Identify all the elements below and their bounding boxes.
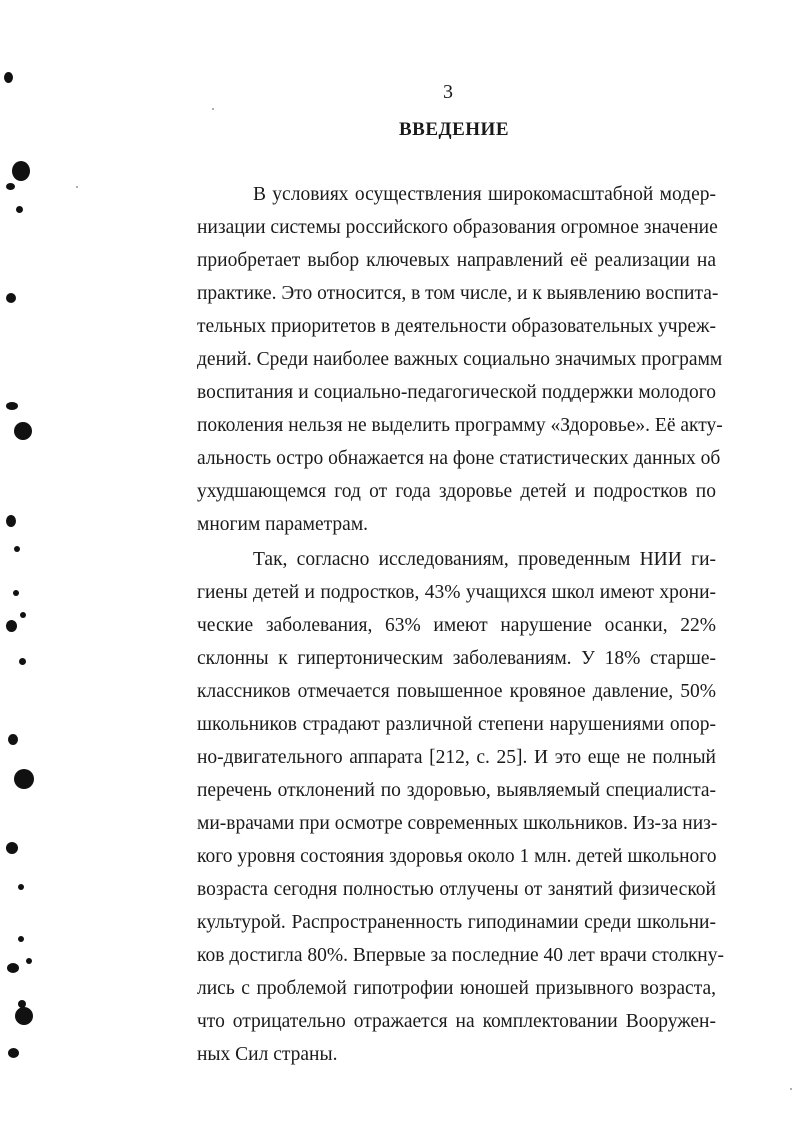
text-line: воспитания и социально-педагогической поддержки молодого <box>197 382 716 403</box>
text-line: склонны к гипертоническим заболеваниям. У 18% старше- <box>197 648 716 669</box>
text-line: альность остро обнажается на фоне статистических данных об <box>197 448 721 469</box>
text-line: поколения нельзя не выделить программу «Здоровье». Её акту- <box>197 415 723 436</box>
text-line: ческие заболевания, 63% имеют нарушение осанки, 22% <box>197 615 716 636</box>
paragraph-1 <box>197 178 723 541</box>
paragraph-2 <box>197 543 724 1071</box>
binding-hole <box>7 963 19 973</box>
text-line: возраста сегодня полностью отлучены от занятий физической <box>197 879 716 900</box>
binding-hole <box>6 620 17 632</box>
text-line: Так, согласно исследованиям, проведенным НИИ ги- <box>253 549 716 570</box>
text-line: ми-врачами при осмотре современных школьников. Из-за низ- <box>197 813 718 834</box>
text-line: школьников страдают различной степени нарушениями опор- <box>197 714 716 735</box>
binding-hole <box>18 936 24 942</box>
text-line: многим параметрам. <box>197 514 369 535</box>
binding-hole <box>8 1048 19 1058</box>
text-line: что отрицательно отражается на комплектовании Вооружен- <box>197 1011 716 1032</box>
text-line: ков достигла 80%. Впервые за последние 40 лет врачи столкну- <box>197 945 724 966</box>
binding-hole <box>12 161 30 181</box>
binding-holes <box>0 0 60 1140</box>
binding-hole <box>6 515 16 527</box>
binding-hole <box>16 206 23 213</box>
binding-hole <box>20 612 26 618</box>
binding-hole <box>6 183 15 190</box>
text-line: ухудшающемся год от года здоровье детей и подростков по <box>197 481 716 502</box>
text-line: низации системы российского образования огромное значение <box>197 217 718 238</box>
binding-hole <box>14 422 32 440</box>
binding-hole <box>19 658 26 665</box>
binding-hole <box>14 546 20 552</box>
binding-hole <box>6 293 16 303</box>
text-line: лись с проблемой гипотрофии юношей призывного возраста, <box>197 978 716 999</box>
text-line: дений. Среди наиболее важных социально значимых программ <box>197 349 723 370</box>
text-line: культурой. Распространенность гиподинамии среди школьни- <box>197 912 716 933</box>
binding-hole <box>14 769 34 789</box>
text-line: В условиях осуществления широкомасштабной модер- <box>253 184 716 205</box>
text-line: кого уровня состояния здоровья около 1 млн. детей школьного <box>197 846 717 867</box>
binding-hole <box>13 590 19 596</box>
text-line: ных Сил страны. <box>197 1044 338 1065</box>
text-line: тельных приоритетов в деятельности образовательных учреж- <box>197 316 716 337</box>
binding-hole <box>4 72 13 83</box>
binding-hole <box>18 884 24 890</box>
scan-speck <box>76 186 78 188</box>
text-line: практике. Это относится, в том числе, и к выявлению воспита- <box>197 283 719 304</box>
binding-hole <box>6 842 18 854</box>
binding-hole <box>26 958 32 964</box>
text-line: классников отмечается повышенное кровяное давление, 50% <box>197 681 716 702</box>
text-line: но-двигательного аппарата [212, с. 25]. И это еще не полный <box>197 747 716 768</box>
binding-hole <box>6 402 18 410</box>
binding-hole <box>15 1007 33 1025</box>
binding-hole <box>8 734 18 745</box>
text-line: перечень отклонений по здоровью, выявляемый специалиста- <box>197 780 716 801</box>
scan-speck <box>790 1088 792 1090</box>
section-heading: ВВЕДЕНИЕ <box>399 119 509 140</box>
text-line: гиены детей и подростков, 43% учащихся школ имеют хрони- <box>197 582 716 603</box>
page-number: 3 <box>443 81 453 103</box>
scan-speck <box>212 108 214 110</box>
text-line: приобретает выбор ключевых направлений её реализации на <box>197 250 716 271</box>
